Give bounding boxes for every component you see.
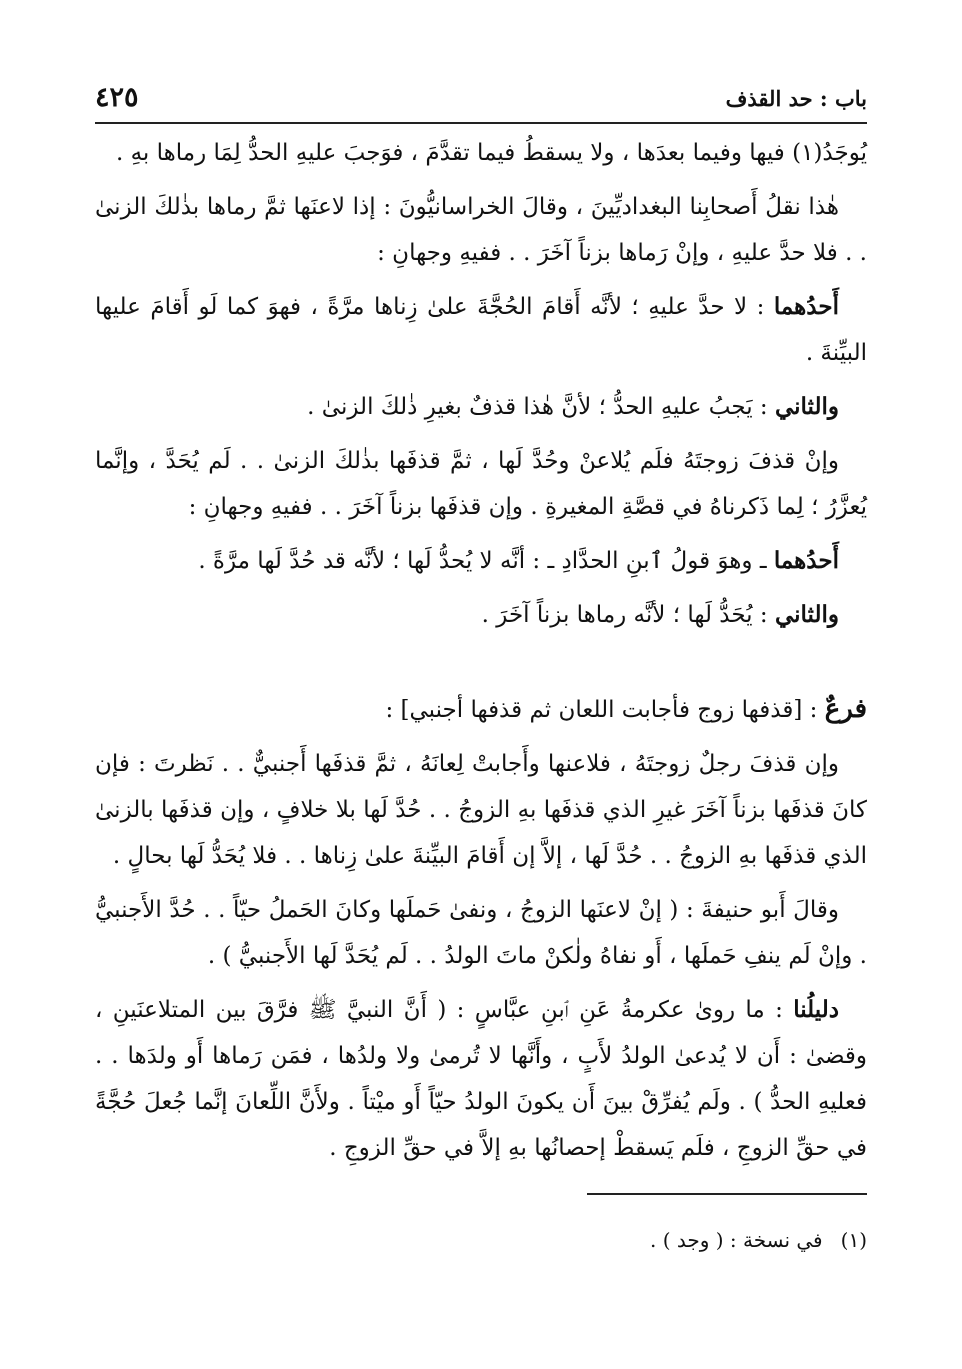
paragraph bbox=[95, 538, 867, 584]
branch-heading bbox=[95, 686, 867, 733]
footnote-number: (١) bbox=[840, 1228, 867, 1252]
paragraph bbox=[95, 284, 867, 376]
main-text bbox=[95, 130, 867, 1179]
paragraph bbox=[95, 130, 867, 176]
paragraph-lead: والثاني bbox=[774, 601, 839, 628]
footnote-divider bbox=[587, 1193, 867, 1195]
paragraph-lead: والثاني bbox=[774, 393, 839, 420]
paragraph-lead: أَحدُهما bbox=[773, 293, 839, 320]
paragraph bbox=[95, 438, 867, 530]
section-spacer bbox=[95, 646, 867, 686]
page-header bbox=[95, 82, 867, 118]
paragraph bbox=[95, 592, 867, 638]
paragraph-text: ـ وهوَ قولُ ٱبنِ الحدَّادِ ـ : أنَّه لا يُحدُّ لَها ؛ لأنَّه قد حُدَّ لَها مرَّةً . bbox=[198, 548, 774, 574]
paragraph bbox=[95, 184, 867, 276]
footnote-text: في نسخة : ( وجد ) . bbox=[649, 1228, 823, 1252]
paragraph bbox=[95, 987, 867, 1171]
paragraph-text: وقالَ أَبو حنيفةَ : ( إنْ لاعنَها الزوجُ ، ونفىٰ حَملَها وكانَ الحَملُ حيّاً . . حُدَّ الأَجنبيُّ . وإنْ لَم ينفِ حَملَها ، أَو نفاهُ ولٰكنْ ماتَ الولدُ . . لَم يُحَدَّ لَها الأَجنبيُّ ) . bbox=[95, 897, 867, 969]
paragraph-lead: أَحدُهما bbox=[773, 547, 839, 574]
paragraph bbox=[95, 887, 867, 979]
paragraph bbox=[95, 384, 867, 430]
paragraph-text: : ما روىٰ عكرمةُ عَنِ ٱبنِ عبَّاسٍ : ( أَنَّ النبيَّ ﷺ فرَّقَ بين المتلاعنَينِ ، وقضىٰ : أَن لا يُدعىٰ الولدُ لأَبٍ ، وأَنَّها لا تُرمىٰ ولا ولدُها ، فمَن رَماها أَو ولدَها . . فعليهِ الحدُّ ) . ولَم يُفرِّقْ بينَ أَن يكونَ الولدُ حيّاً أَو ميْتاً . ولأَنَّ اللِّعانَ إنَّما جُعلَ حُجَّةً في حقِّ الزوجِ ، فلَم يَسقطْ إحصانُها بهِ إلاَّ في حقِّ الزوجِ . bbox=[95, 997, 867, 1161]
branch-title: : [قذفها زوج فأجابت اللعان ثم قذفها أجنبي] : bbox=[385, 697, 825, 723]
paragraph-text: : يُحَدُّ لَها ؛ لأنَّه رماها بزناً آخَرَ . bbox=[481, 602, 775, 628]
paragraph-text: وإن قذفَ رجلٌ زوجتَهُ ، فلاعنها وأَجابتْ لِعانَهُ ، ثمَّ قذفَها أَجنبيٌّ . . نَظرتَ : فإن كانَ قذفَها بزناً آخَرَ غيرِ الذي قذفَها بهِ الزوجُ . . حُدَّ لَها بلا خلافٍ ، وإن قذفَها بالزنىٰ الذي قذفَها بهِ الزوجُ . . حُدَّ لَها ، إلاَّ إن أَقامَ البيِّنةَ علىٰ زِناها . . فلا يُحَدُّ لَها بحالٍ . bbox=[95, 751, 867, 869]
paragraph-text: يُوجَدُ(١) فيها وفيما بعدَها ، ولا يسقطُ فيما تقدَّمَ ، فوَجبَ عليهِ الحدُّ لِمَا رماها بهِ . bbox=[115, 140, 867, 166]
footnote bbox=[95, 1228, 867, 1252]
chapter-title: باب : حد القذف bbox=[725, 86, 867, 111]
header-divider bbox=[95, 122, 867, 124]
paragraph bbox=[95, 741, 867, 879]
branch-label: فرعٌ bbox=[824, 694, 867, 724]
paragraph-text: هٰذا نقلُ أَصحابِنا البغداديِّينَ ، وقالَ الخراسانيُّونَ : إذا لاعنَها ثمَّ رماها بذٰلكَ الزنىٰ . . فلا حدَّ عليهِ ، وإنْ رَماها بزناً آخَرَ . . ففيهِ وجهانِ : bbox=[95, 194, 867, 266]
paragraph-text: : يَجبُ عليهِ الحدُّ ؛ لأنَّ هٰذا قذفٌ بغيرِ ذٰلكَ الزنىٰ . bbox=[307, 394, 775, 420]
paragraph-text: : لا حدَّ عليهِ ؛ لأنَّه أَقامَ الحُجَّةَ علىٰ زِناها مرَّةً ، فهوَ كما لَو أَقامَ عليها البيِّنةَ . bbox=[95, 294, 867, 366]
page-number: ٤٢٥ bbox=[95, 82, 139, 113]
paragraph-lead: دليلُنا bbox=[793, 996, 839, 1023]
paragraph-text: وإنْ قذفَ زوجتَهُ فلَم يُلاعنْ وحُدَّ لَها ، ثمَّ قذفَها بذٰلكَ الزنىٰ . . لَم يُحَدَّ ، وإنَّما يُعزَّرُ ؛ لِما ذَكرناهُ في قصَّةِ المغيرةِ . وإن قذفَها بزناً آخَرَ . . ففيهِ وجهانِ : bbox=[95, 448, 867, 520]
